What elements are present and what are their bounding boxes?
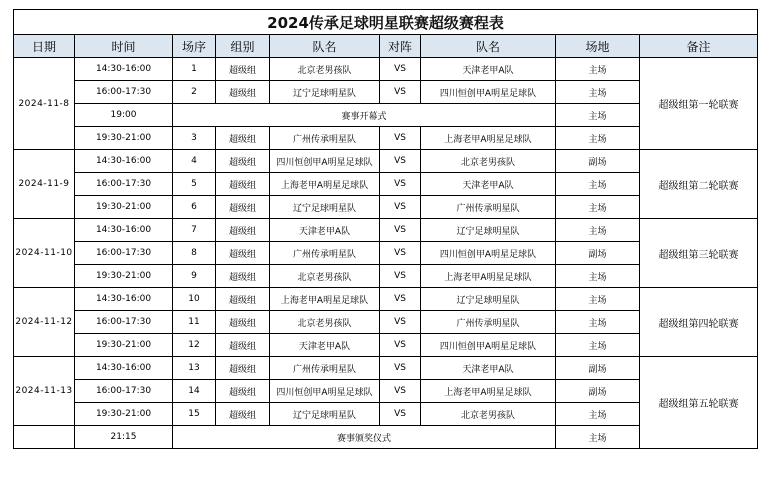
table-row bbox=[14, 150, 758, 173]
seq-cell: 15 bbox=[173, 403, 216, 426]
time-cell: 14:30-16:00 bbox=[75, 219, 173, 242]
group-cell: 超级组 bbox=[216, 334, 270, 357]
vs-cell: VS bbox=[380, 265, 421, 288]
venue-cell: 主场 bbox=[556, 127, 640, 150]
time-cell: 14:30-16:00 bbox=[75, 357, 173, 380]
note-cell: 超级组第二轮联赛 bbox=[640, 150, 758, 219]
time-cell: 16:00-17:30 bbox=[75, 173, 173, 196]
venue-cell: 主场 bbox=[556, 81, 640, 104]
seq-cell: 8 bbox=[173, 242, 216, 265]
venue-cell: 主场 bbox=[556, 265, 640, 288]
schedule-sheet bbox=[13, 9, 757, 449]
home-team-cell: 北京老男孩队 bbox=[270, 265, 380, 288]
away-team-cell: 广州传承明星队 bbox=[421, 311, 556, 334]
away-team-cell: 北京老男孩队 bbox=[421, 403, 556, 426]
away-team-cell: 北京老男孩队 bbox=[421, 150, 556, 173]
away-team-cell: 天津老甲A队 bbox=[421, 58, 556, 81]
venue-cell: 主场 bbox=[556, 196, 640, 219]
group-cell: 超级组 bbox=[216, 173, 270, 196]
table-row bbox=[14, 58, 758, 81]
venue-cell: 副场 bbox=[556, 150, 640, 173]
time-cell: 14:30-16:00 bbox=[75, 288, 173, 311]
vs-cell: VS bbox=[380, 58, 421, 81]
header-vs: 对阵 bbox=[380, 35, 421, 58]
home-team-cell: 四川恒创甲A明星足球队 bbox=[270, 380, 380, 403]
seq-cell: 14 bbox=[173, 380, 216, 403]
table-row bbox=[14, 357, 758, 380]
venue-cell: 主场 bbox=[556, 104, 640, 127]
group-cell: 超级组 bbox=[216, 150, 270, 173]
time-cell: 16:00-17:30 bbox=[75, 81, 173, 104]
vs-cell: VS bbox=[380, 334, 421, 357]
vs-cell: VS bbox=[380, 380, 421, 403]
home-team-cell: 辽宁足球明星队 bbox=[270, 81, 380, 104]
seq-cell: 11 bbox=[173, 311, 216, 334]
note-cell: 超级组第五轮联赛 bbox=[640, 357, 758, 449]
date-cell: 2024-11-8 bbox=[14, 58, 75, 150]
venue-cell: 主场 bbox=[556, 403, 640, 426]
away-team-cell: 上海老甲A明星足球队 bbox=[421, 380, 556, 403]
header-away-team: 队名 bbox=[421, 35, 556, 58]
header-time: 时间 bbox=[75, 35, 173, 58]
schedule-table bbox=[13, 9, 758, 449]
home-team-cell: 辽宁足球明星队 bbox=[270, 403, 380, 426]
away-team-cell: 天津老甲A队 bbox=[421, 173, 556, 196]
header-note: 备注 bbox=[640, 35, 758, 58]
date-cell: 2024-11-13 bbox=[14, 357, 75, 426]
venue-cell: 副场 bbox=[556, 380, 640, 403]
group-cell: 超级组 bbox=[216, 357, 270, 380]
vs-cell: VS bbox=[380, 219, 421, 242]
away-team-cell: 广州传承明星队 bbox=[421, 196, 556, 219]
header-home-team: 队名 bbox=[270, 35, 380, 58]
vs-cell: VS bbox=[380, 311, 421, 334]
vs-cell: VS bbox=[380, 288, 421, 311]
venue-cell: 主场 bbox=[556, 334, 640, 357]
page-title: 2024传承足球明星联赛超级赛程表 bbox=[14, 10, 758, 35]
venue-cell: 副场 bbox=[556, 357, 640, 380]
venue-cell: 主场 bbox=[556, 58, 640, 81]
venue-cell: 主场 bbox=[556, 288, 640, 311]
away-team-cell: 四川恒创甲A明星足球队 bbox=[421, 81, 556, 104]
away-team-cell: 上海老甲A明星足球队 bbox=[421, 127, 556, 150]
time-cell: 16:00-17:30 bbox=[75, 311, 173, 334]
group-cell: 超级组 bbox=[216, 242, 270, 265]
vs-cell: VS bbox=[380, 196, 421, 219]
venue-cell: 主场 bbox=[556, 219, 640, 242]
home-team-cell: 北京老男孩队 bbox=[270, 58, 380, 81]
venue-cell: 副场 bbox=[556, 242, 640, 265]
seq-cell: 1 bbox=[173, 58, 216, 81]
home-team-cell: 广州传承明星队 bbox=[270, 127, 380, 150]
group-cell: 超级组 bbox=[216, 58, 270, 81]
date-cell: 2024-11-10 bbox=[14, 219, 75, 288]
home-team-cell: 辽宁足球明星队 bbox=[270, 196, 380, 219]
time-cell: 19:30-21:00 bbox=[75, 334, 173, 357]
time-cell: 19:30-21:00 bbox=[75, 127, 173, 150]
venue-cell: 主场 bbox=[556, 173, 640, 196]
home-team-cell: 北京老男孩队 bbox=[270, 311, 380, 334]
away-team-cell: 天津老甲A队 bbox=[421, 357, 556, 380]
table-row bbox=[14, 288, 758, 311]
header-seq: 场序 bbox=[173, 35, 216, 58]
vs-cell: VS bbox=[380, 81, 421, 104]
time-cell: 16:00-17:30 bbox=[75, 242, 173, 265]
vs-cell: VS bbox=[380, 403, 421, 426]
away-team-cell: 四川恒创甲A明星足球队 bbox=[421, 334, 556, 357]
header-row bbox=[14, 35, 758, 58]
vs-cell: VS bbox=[380, 242, 421, 265]
venue-cell: 主场 bbox=[556, 426, 640, 449]
seq-cell: 6 bbox=[173, 196, 216, 219]
seq-cell: 13 bbox=[173, 357, 216, 380]
seq-cell: 7 bbox=[173, 219, 216, 242]
group-cell: 超级组 bbox=[216, 219, 270, 242]
header-venue: 场地 bbox=[556, 35, 640, 58]
seq-cell: 5 bbox=[173, 173, 216, 196]
seq-cell: 10 bbox=[173, 288, 216, 311]
home-team-cell: 四川恒创甲A明星足球队 bbox=[270, 150, 380, 173]
venue-cell: 主场 bbox=[556, 311, 640, 334]
vs-cell: VS bbox=[380, 127, 421, 150]
away-team-cell: 辽宁足球明星队 bbox=[421, 219, 556, 242]
group-cell: 超级组 bbox=[216, 81, 270, 104]
vs-cell: VS bbox=[380, 150, 421, 173]
group-cell: 超级组 bbox=[216, 380, 270, 403]
seq-cell: 9 bbox=[173, 265, 216, 288]
group-cell: 超级组 bbox=[216, 311, 270, 334]
time-cell: 19:00 bbox=[75, 104, 173, 127]
header-date: 日期 bbox=[14, 35, 75, 58]
time-cell: 21:15 bbox=[75, 426, 173, 449]
note-cell: 超级组第三轮联赛 bbox=[640, 219, 758, 288]
away-team-cell: 上海老甲A明星足球队 bbox=[421, 265, 556, 288]
seq-cell: 4 bbox=[173, 150, 216, 173]
group-cell: 超级组 bbox=[216, 265, 270, 288]
note-cell: 超级组第一轮联赛 bbox=[640, 58, 758, 150]
group-cell: 超级组 bbox=[216, 288, 270, 311]
time-cell: 19:30-21:00 bbox=[75, 265, 173, 288]
table-row bbox=[14, 219, 758, 242]
event-cell: 赛事开幕式 bbox=[173, 104, 556, 127]
time-cell: 19:30-21:00 bbox=[75, 403, 173, 426]
group-cell: 超级组 bbox=[216, 403, 270, 426]
date-cell-empty bbox=[14, 426, 75, 449]
vs-cell: VS bbox=[380, 357, 421, 380]
time-cell: 14:30-16:00 bbox=[75, 150, 173, 173]
header-group: 组别 bbox=[216, 35, 270, 58]
time-cell: 19:30-21:00 bbox=[75, 196, 173, 219]
vs-cell: VS bbox=[380, 173, 421, 196]
date-cell: 2024-11-12 bbox=[14, 288, 75, 357]
seq-cell: 12 bbox=[173, 334, 216, 357]
home-team-cell: 上海老甲A明星足球队 bbox=[270, 173, 380, 196]
date-cell: 2024-11-9 bbox=[14, 150, 75, 219]
away-team-cell: 辽宁足球明星队 bbox=[421, 288, 556, 311]
home-team-cell: 上海老甲A明星足球队 bbox=[270, 288, 380, 311]
note-cell: 超级组第四轮联赛 bbox=[640, 288, 758, 357]
away-team-cell: 四川恒创甲A明星足球队 bbox=[421, 242, 556, 265]
home-team-cell: 广州传承明星队 bbox=[270, 242, 380, 265]
time-cell: 14:30-16:00 bbox=[75, 58, 173, 81]
event-cell: 赛事颁奖仪式 bbox=[173, 426, 556, 449]
home-team-cell: 天津老甲A队 bbox=[270, 219, 380, 242]
seq-cell: 2 bbox=[173, 81, 216, 104]
group-cell: 超级组 bbox=[216, 196, 270, 219]
group-cell: 超级组 bbox=[216, 127, 270, 150]
home-team-cell: 广州传承明星队 bbox=[270, 357, 380, 380]
seq-cell: 3 bbox=[173, 127, 216, 150]
home-team-cell: 天津老甲A队 bbox=[270, 334, 380, 357]
time-cell: 16:00-17:30 bbox=[75, 380, 173, 403]
